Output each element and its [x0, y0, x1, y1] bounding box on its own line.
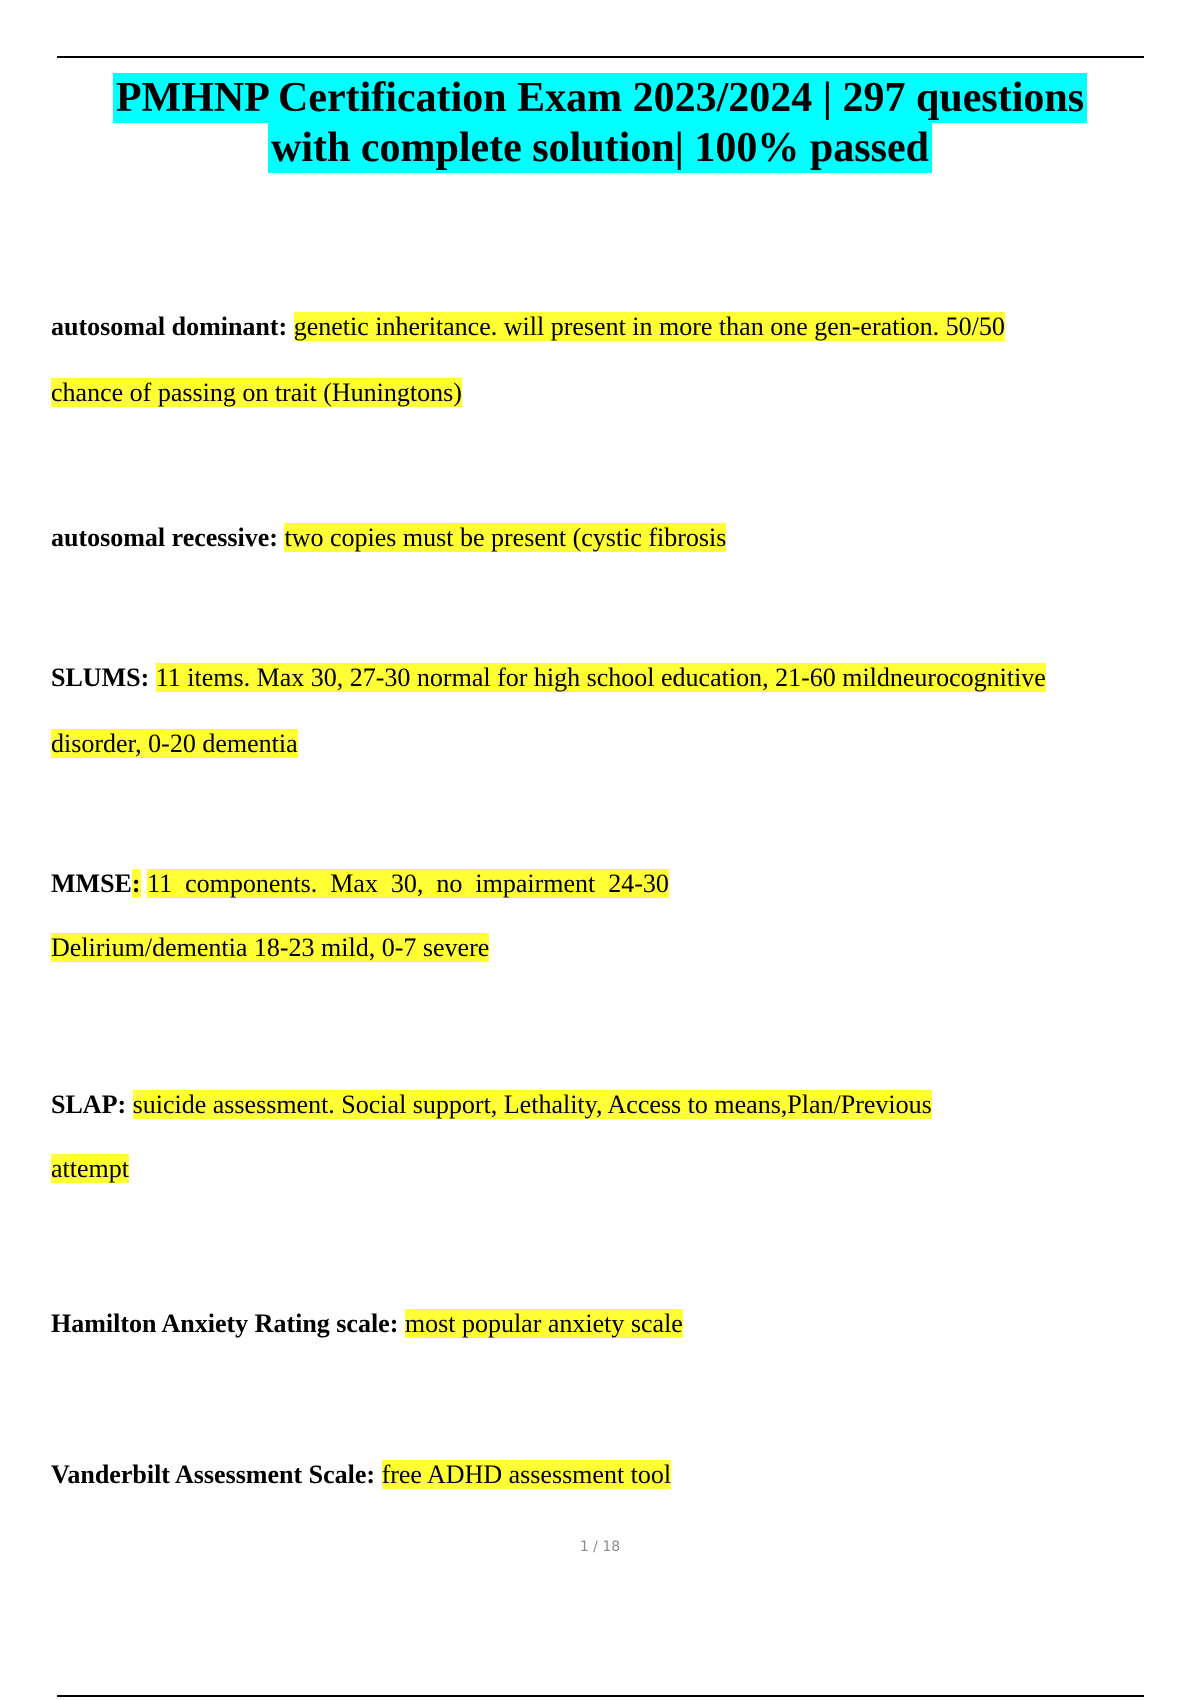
entry-definition: free ADHD assessment tool — [381, 1460, 672, 1489]
entry-definition-continued: Delirium/dementia 18-23 mild, 0-7 severe — [51, 933, 490, 962]
document-title — [50, 73, 1150, 173]
entry-autosomal-dominant — [51, 294, 1151, 426]
bottom-divider — [57, 1695, 1144, 1697]
top-divider — [57, 56, 1144, 58]
entry-definition: genetic inheritance. will present in more than one gen-eration. 50/50 — [293, 312, 1005, 341]
title-line-2: with complete solution| 100% passed — [268, 123, 932, 173]
entry-definition: most popular anxiety scale — [404, 1309, 683, 1338]
entry-term: Vanderbilt Assessment Scale: — [51, 1460, 376, 1489]
entry-vanderbilt-assessment-scale — [51, 1442, 1151, 1508]
entry-term: SLAP: — [51, 1090, 127, 1119]
entry-definition-continued: chance of passing on trait (Huningtons) — [51, 378, 462, 407]
entry-mmse — [51, 852, 1151, 980]
entry-term: autosomal recessive: — [51, 523, 278, 552]
entry-hamilton-anxiety-rating-scale — [51, 1291, 1151, 1357]
entry-term-colon: : — [131, 869, 141, 898]
entry-definition: 11 components. Max 30, no impairment 24-30 — [147, 869, 669, 898]
page-number: 1 / 18 — [579, 1539, 621, 1555]
entry-definition-continued: disorder, 0-20 dementia — [51, 729, 298, 758]
entry-definition: suicide assessment. Social support, Lethality, Access to means,Plan/Previous — [132, 1090, 932, 1119]
entry-term: MMSE — [51, 869, 132, 898]
entry-slap — [51, 1073, 1151, 1201]
entry-term: Hamilton Anxiety Rating scale: — [51, 1309, 399, 1338]
entry-term: SLUMS: — [51, 663, 150, 692]
entry-autosomal-recessive — [51, 505, 1151, 571]
entry-slums — [51, 645, 1151, 777]
entry-definition: 11 items. Max 30, 27-30 normal for high school education, 21-60 mildneurocognitive — [155, 663, 1046, 692]
entry-definition-continued: attempt — [51, 1154, 129, 1183]
entry-term: autosomal dominant: — [51, 312, 288, 341]
title-line-1: PMHNP Certification Exam 2023/2024 | 297 questions — [113, 73, 1087, 123]
entry-definition: two copies must be present (cystic fibrosis — [284, 523, 727, 552]
